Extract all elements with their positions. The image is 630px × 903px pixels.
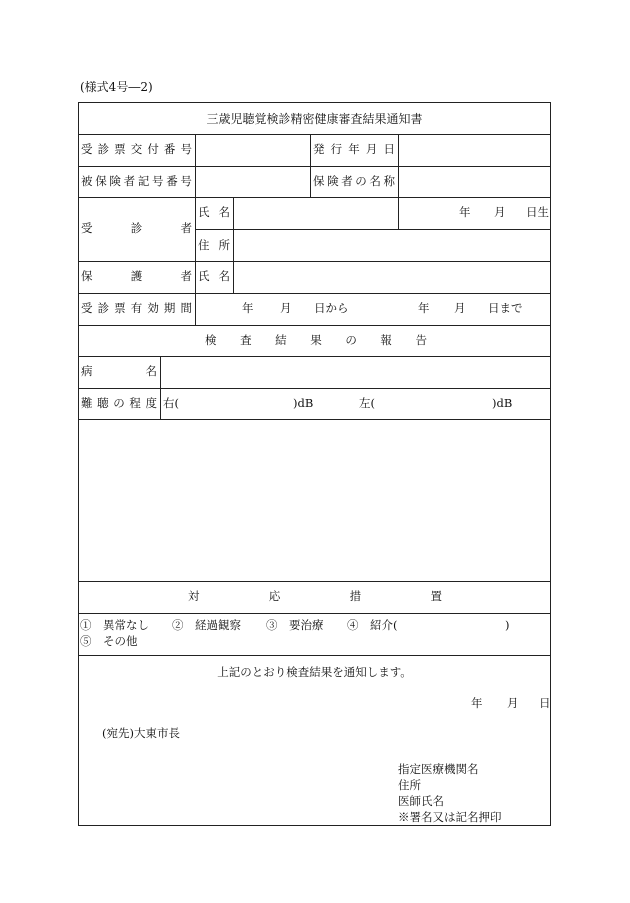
rule [78,613,551,614]
birth-year-unit: 年 [459,205,471,219]
right-ear-prefix: 右( [163,396,179,410]
validity-label [81,303,192,315]
validity-to-month: 月 [454,301,466,315]
right-ear-suffix: )dB [293,396,314,410]
label-char: 名 [369,174,381,188]
form-title: 三歳児聴覚検診精密健康審査結果通知書 [206,112,423,126]
results-section-label [205,335,427,347]
label-char: 度 [145,396,157,410]
form-frame [78,102,551,826]
label-char: 病 [81,364,93,378]
label-char: 結 [275,333,287,347]
rule [78,655,551,656]
label-char: 報 [380,333,392,347]
label-char: 名 [145,364,157,378]
option-observation: ② 経過観察 [172,618,241,632]
rule [195,134,196,198]
insurer-name-label [313,176,395,188]
rule [78,388,551,389]
rule [78,419,551,420]
left-ear-suffix: )dB [492,396,513,410]
label-char: 保 [313,174,325,188]
notice-month-unit: 月 [507,696,519,710]
label-char: 者 [180,221,192,235]
label-char: の [345,333,357,347]
guardian-name-label [198,271,230,283]
form-number: (様式4号―2) [80,80,153,94]
label-char: 査 [240,333,252,347]
rule [195,197,196,293]
label-char: 行 [330,142,343,156]
validity-to-year: 年 [418,301,430,315]
label-char: 氏 [198,269,210,283]
validity-from-year: 年 [242,301,254,315]
label-char: 号 [152,174,164,188]
insured-symbol-label [81,176,192,188]
addressee: (宛先)大東市長 [102,726,180,740]
label-char: 診 [97,301,110,315]
rule [78,134,551,135]
label-char: 険 [109,174,121,188]
label-char: 称 [383,174,395,188]
birth-day-unit: 日生 [526,205,549,219]
label-char: 被 [81,174,93,188]
label-char: 間 [180,301,192,315]
label-char: 診 [97,142,110,156]
label-char: 号 [180,142,192,156]
option-other: ⑤ その他 [80,634,138,648]
label-char: 険 [327,174,339,188]
label-char: 号 [180,174,192,188]
label-char: 名 [218,269,230,283]
rule [78,325,551,326]
rule [160,356,161,419]
label-char: 記 [137,174,150,188]
hearing-label [81,398,157,410]
label-char: の [113,396,125,410]
rule [78,197,551,198]
guardian-label [81,271,192,283]
birth-month-unit: 月 [494,205,506,219]
rule [195,229,551,230]
label-char: 有 [130,301,143,315]
label-char: 期 [163,301,176,315]
label-char: 所 [218,238,230,252]
signature-note: ※署名又は記名押印 [398,810,502,824]
disease-label [81,366,157,378]
option-referral: ④ 紹介( [347,618,398,632]
doctor-name-label: 医師氏名 [398,794,444,808]
institution-name-label: 指定医療機関名 [398,762,479,776]
label-char: 日 [383,142,395,156]
label-char: 措 [349,589,362,603]
label-char: 聴 [97,396,109,410]
label-char: 付 [147,142,159,156]
validity-from-month: 月 [280,301,292,315]
label-char: 保 [95,174,107,188]
label-char: 名 [218,205,230,219]
label-char: 程 [129,396,141,410]
label-char: 難 [81,396,93,410]
label-char: 受 [81,301,93,315]
patient-label [81,223,192,235]
issue-date-label [313,144,395,156]
rule [78,166,551,167]
rule [233,197,234,293]
label-char: 番 [163,142,176,156]
label-char: の [355,174,367,188]
option-no-abnormality: ① 異常なし [80,618,149,632]
notice-day-unit: 日 [539,696,551,710]
rule [195,293,196,325]
label-char: 月 [365,142,378,156]
label-char: 票 [114,301,126,315]
label-char: 診 [130,221,143,235]
label-char: 者 [341,174,353,188]
label-char: 票 [114,142,126,156]
label-char: 氏 [198,205,210,219]
validity-from-day: 日から [314,301,349,315]
notice-year-unit: 年 [471,696,483,710]
label-char: 交 [130,142,143,156]
label-char: 対 [188,589,200,603]
label-char: 効 [147,301,159,315]
receipt-number-label [81,144,192,156]
label-char: 年 [348,142,360,156]
label-char: 者 [180,269,192,283]
rule [398,134,399,198]
label-char: 受 [81,221,93,235]
rule [78,261,551,262]
label-char: 受 [81,142,93,156]
rule [398,197,399,229]
label-char: 告 [415,333,427,347]
rule [78,581,551,582]
label-char: 者 [123,174,136,188]
label-char: 果 [310,333,322,347]
label-char: 置 [430,589,442,603]
label-char: 発 [313,142,325,156]
referral-close: ) [505,618,510,632]
notice-text: 上記のとおり検査結果を通知します。 [217,665,412,679]
label-char: 住 [198,238,210,252]
option-treatment: ③ 要治療 [266,618,324,632]
institution-address-label: 住所 [398,778,421,792]
measures-section-label [188,591,442,603]
rule [78,293,551,294]
address-label [198,240,230,252]
label-char: 検 [205,333,217,347]
rule [78,356,551,357]
label-char: 保 [81,269,93,283]
label-char: 応 [268,589,281,603]
rule [310,134,311,198]
label-char: 番 [166,174,178,188]
validity-to-day: 日まで [488,301,523,315]
label-char: 護 [130,269,143,283]
left-ear-prefix: 左( [359,396,375,410]
name-label [198,207,230,219]
